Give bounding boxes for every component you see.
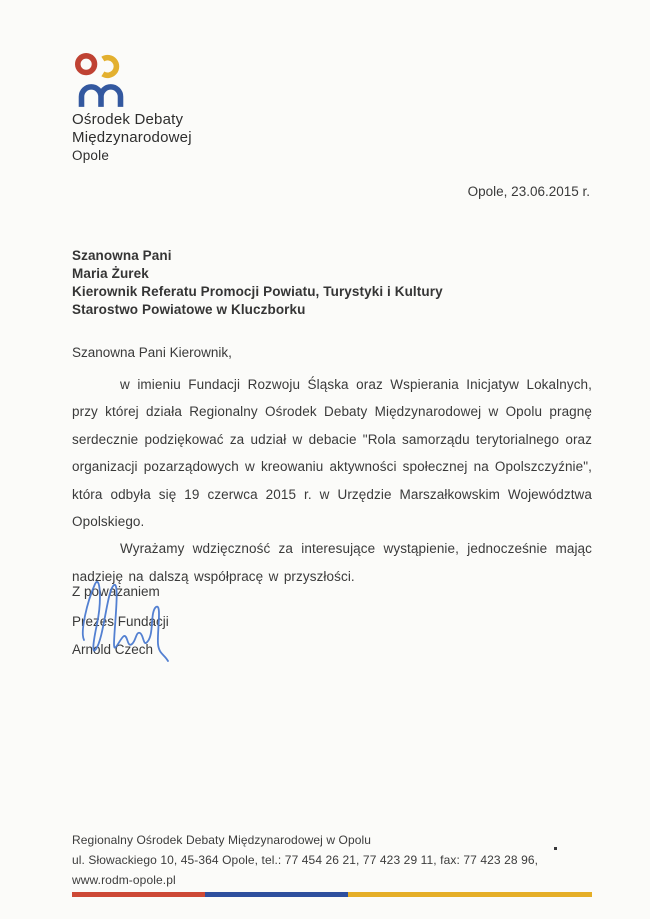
logo-letter-o-shape	[78, 56, 95, 73]
valediction: Z poważaniem	[72, 584, 160, 599]
recipient-line: Kierownik Referatu Promocji Powiatu, Turystyki i Kultury	[72, 284, 443, 299]
logo-letter-m-shape	[82, 87, 121, 107]
letter-body	[72, 371, 592, 590]
footer-org-line: Regionalny Ośrodek Debaty Międzynarodowej w Opolu	[72, 833, 372, 847]
org-name-line1: Ośrodek Debaty	[72, 111, 184, 128]
recipient-line: Szanowna Pani	[72, 248, 172, 263]
closing-block	[72, 584, 169, 657]
logo-letter-d-shape	[103, 58, 117, 76]
salutation: Szanowna Pani Kierownik,	[72, 345, 232, 360]
footer-bar-red-segment	[72, 892, 205, 897]
rodm-logo-icon	[75, 50, 127, 108]
org-name-line2: Międzynarodowej	[72, 128, 192, 146]
recipient-line: Starostwo Powiatowe w Kluczborku	[72, 302, 306, 317]
logo-text	[72, 111, 192, 165]
footer-contact-line: ul. Słowackiego 10, 45-364 Opole, tel.: 77 454 26 21, 77 423 29 11, fax: 77 423 28 96, www.rodm-opole.pl	[72, 853, 539, 887]
scan-speck-artifact	[554, 847, 557, 850]
recipient-line: Maria Żurek	[72, 266, 149, 281]
letterhead	[72, 50, 192, 165]
date-line: Opole, 23.06.2015 r.	[467, 184, 590, 199]
org-name-line3: Opole	[72, 148, 110, 163]
footer-bar-blue-segment	[205, 892, 348, 897]
recipient-block	[72, 247, 443, 319]
signer-name: Arnold Czech	[72, 642, 154, 657]
body-paragraph-1: w imieniu Fundacji Rozwoju Śląska oraz Wspierania Inicjatyw Lokalnych, przy której działa Regionalny Ośrodek Debaty Międzynarodowej w Opolu pragnę serdecznie podziękować za udział w debacie "Rola samorządu terytorialnego oraz organizacji pozarządowych w kreowaniu aktywności społecznej na Opolszczyźnie", która odbyła się 19 czerwca 2015 r. w Urzędzie Marszałkowskim Województwa Opolskiego.	[72, 377, 592, 530]
footer-block	[72, 830, 592, 897]
signer-title: Prezes Fundacji	[72, 614, 169, 629]
footer-tricolor-bar	[72, 892, 592, 897]
footer-bar-yellow-segment	[348, 892, 592, 897]
body-paragraph-2: Wyrażamy wdzięczność za interesujące wystąpienie, jednocześnie mając nadzieję na dalszą współpracę w przyszłości.	[72, 541, 592, 584]
